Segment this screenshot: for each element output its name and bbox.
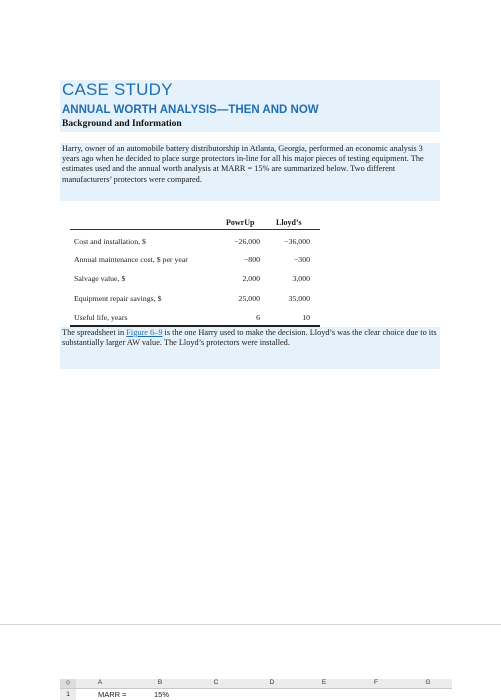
column-header[interactable]: G	[425, 679, 431, 686]
table-row-label: Cost and installation, $	[74, 237, 146, 246]
section-heading: Background and Information	[62, 119, 182, 129]
table-cell: 35,000	[288, 294, 310, 303]
row-header[interactable]: 1	[60, 689, 76, 700]
table-top-rule	[70, 229, 320, 230]
table-cell: −36,000	[284, 237, 310, 246]
table-cell: 3,000	[292, 274, 310, 283]
table-row-label: Annual maintenance cost, $ per year	[74, 255, 188, 264]
table-cell: −300	[293, 255, 310, 264]
table-cell: 6	[256, 313, 260, 322]
spreadsheet-row	[60, 689, 452, 700]
column-header-powrup: PowrUp	[226, 218, 255, 227]
conclusion-paragraph	[60, 327, 440, 369]
table-row-label: Salvage value, $	[74, 274, 126, 283]
cell-a1[interactable]: MARR =	[98, 690, 127, 699]
cell-b1[interactable]: 15%	[154, 690, 170, 699]
spreadsheet	[60, 679, 452, 700]
column-header[interactable]: E	[321, 679, 327, 686]
column-header[interactable]: F	[374, 679, 378, 686]
table-cell: −26,000	[234, 237, 260, 246]
column-header[interactable]: B	[157, 679, 163, 686]
table-row-label: Equipment repair savings, $	[74, 294, 162, 303]
column-header[interactable]: C	[213, 679, 219, 686]
figure-link[interactable]: Figure 6–9	[126, 328, 163, 337]
table-cell: 10	[302, 313, 310, 322]
conclusion-text-end: is the one Harry used to make the decision. Lloyd’s was the clear choice due to its substantially larger AW value. The Lloyd’s protectors were installed.	[62, 328, 437, 348]
conclusion-text-start: The spreadsheet in	[62, 328, 127, 337]
table-cell: −800	[243, 255, 260, 264]
table-cell: 25,000	[238, 294, 260, 303]
intro-paragraph: Harry, owner of an automobile battery distributorship in Atlanta, Georgia, performed an economic analysis 3 years ago when he decided to place surge protectors in-line for all his major pieces of testing equipment. The estimates used and the annual worth analysis at MARR = 15% are summarized below. Two different manufacturers’ protectors were compared.	[60, 143, 440, 201]
table-cell: 2,000	[242, 274, 260, 283]
column-header[interactable]: D	[269, 679, 275, 686]
case-study-subtitle: ANNUAL WORTH ANALYSIS—THEN AND NOW	[62, 104, 319, 116]
column-header-bar	[60, 679, 452, 689]
case-study-title: CASE STUDY	[62, 80, 173, 99]
column-header-lloyds: Lloyd’s	[276, 218, 302, 227]
select-all-icon[interactable]: ◇	[60, 679, 76, 688]
table-row-label: Useful life, years	[74, 313, 128, 322]
page-divider	[0, 624, 501, 625]
column-header[interactable]: A	[97, 679, 103, 686]
